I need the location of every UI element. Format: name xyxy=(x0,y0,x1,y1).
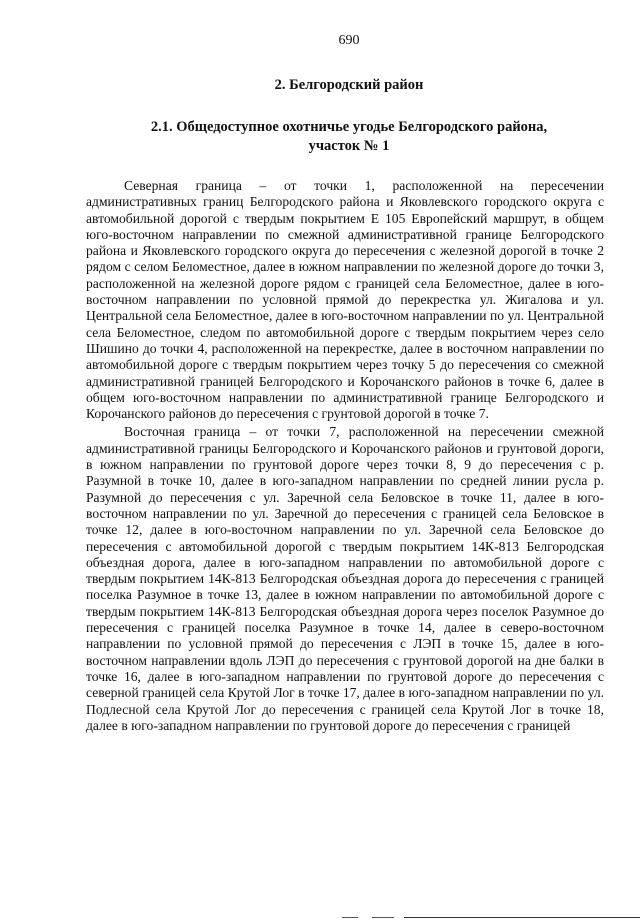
eastern-boundary-paragraph: Восточная граница – от точки 7, расположенной на пересечении смежной административной границы Белгородского и Корочанского районов и грунтовой дороги, в южном направлении по грунтовой дороге через точки 8, 9 до пересечения с р. Разумной в точке 10, далее в юго-западном направлении по средней линии русла р. Разумной до пересечения с ул. Заречной села Беловское в точке 11, далее в юго-восточном направлении по ул. Заречной до пересечения с границей села Беловское в точке 12, далее в юго-восточном направлении по ул. Заречной села Беловское до пересечения с автомобильной дорогой с твердым покрытием 14К-813 Белгородская объездная дорога, далее в юго-западном направлении по автомобильной дороге с твердым покрытием 14К-813 Белгородская объездная дорога до пересечения с границей поселка Разумное в точке 13, далее в южном направлении по автомобильной дороге с твердым покрытием 14К-813 Белгородская объездная дорога через поселок Разумное до пересечения с границей поселка Разумное в точке 14, далее в северо-восточном направлении по условной прямой до пересечения с ЛЭП в точке 15, далее в юго-восточном направлении вдоль ЛЭП до пересечения с грунтовой дорогой на дне балки в точке 16, далее в юго-западном направлении по грунтовой дороге до пересечения с северной границей села Крутой Лог в точке 17, далее в юго-западном направлении по ул. Подлесной села Крутой Лог до пересечения с границей села Крутой Лог в точке 18, далее в юго-западном направлении по грунтовой дороге до пересечения с границей xyxy=(86,424,604,733)
scan-artifact-line xyxy=(404,917,640,918)
page-number: 690 xyxy=(338,33,360,48)
scan-artifact-dash xyxy=(372,917,394,918)
scan-artifact-dash xyxy=(342,917,358,918)
subsection-title-line-1: 2.1. Общедоступное охотничье угодье Белгородского района, xyxy=(150,119,548,135)
subsection-title xyxy=(86,118,604,156)
section-title: 2. Белгородский район xyxy=(274,77,424,93)
subsection-title-line-2: участок № 1 xyxy=(308,138,390,154)
northern-boundary-paragraph: Северная граница – от точки 1, расположенной на пересечении административных границ Белгородского района и Яковлевского городского округа с автомобильной дорогой с твердым покрытием Е 105 Европейский маршрут, в общем юго-восточном направлении по смежной административной границе Белгородского района и Яковлевского городского округа до пересечения с железной дорогой в точке 2 рядом с селом Беломестное, далее в южном направлении по железной дороге до точки 3, расположенной на железной дороге рядом с границей села Беломестное, далее в юго-восточном направлении по условной прямой до перекрестка ул. Жигалова и ул. Центральной села Беломестное, далее в юго-восточном направлении по ул. Центральной села Беломестное, следом по автомобильной дороге с твердым покрытием через село Шишино до точки 4, расположенной на перекрестке, далее в восточном направлении по автомобильной дороге с твердым покрытием через точку 5 до пересечения со смежной административной границей Белгородского и Корочанского районов в точке 6, далее в общем юго-восточном направлении по административной границе Белгородского и Корочанского районов до пересечения с грунтовой дорогой в точке 7. xyxy=(86,178,604,422)
